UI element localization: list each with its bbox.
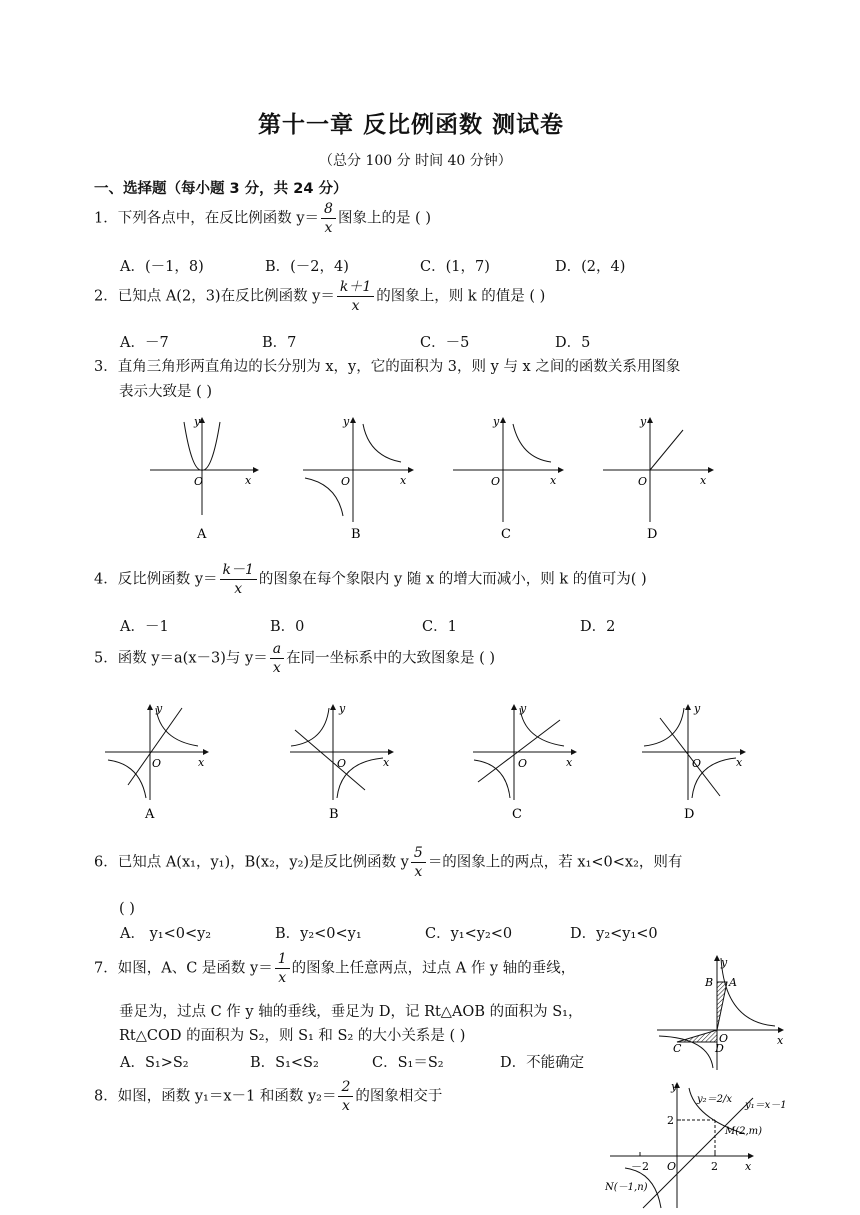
svg-text:N(－1,n): N(－1,n) — [605, 1182, 648, 1193]
q2-option-a: A．－7 — [120, 335, 169, 351]
q7-text-post: 的图象上任意两点，过点 A 作 y 轴的垂线， — [291, 960, 576, 977]
svg-text:x: x — [566, 756, 573, 769]
svg-text:y: y — [339, 702, 346, 715]
q3-graph-a — [150, 415, 258, 542]
q5-graph-b — [290, 702, 393, 822]
q3-graph-b — [303, 415, 413, 542]
question-5 — [94, 640, 495, 677]
svg-text:x: x — [745, 1160, 752, 1173]
svg-text:y: y — [721, 956, 728, 969]
q6-text-post: ＝的图象上的两点，若 x₁<0<x₂，则有 — [427, 854, 683, 871]
q6-option-a: A． y₁<0<y₂ — [120, 926, 212, 942]
q7-option-d: D．不能确定 — [500, 1055, 585, 1071]
q2-fraction: $\frac{k+1}{x}$ — [337, 278, 374, 315]
q4-fraction: $\frac{k-1}{x}$ — [220, 561, 257, 598]
q4-text-pre: 4．反比例函数 y＝ — [94, 571, 218, 588]
svg-text:x: x — [383, 756, 390, 769]
q2-option-c: C．－5 — [420, 335, 470, 351]
svg-text:y₁＝x－1: y₁＝x－1 — [745, 1100, 787, 1111]
q5-graphs — [100, 700, 760, 825]
q7-option-b: B．S₁<S₂ — [250, 1055, 319, 1071]
svg-text:B: B — [351, 527, 361, 542]
q2-text-pre: 2．已知点 A(2，3)在反比例函数 y＝ — [94, 288, 335, 305]
svg-text:x: x — [777, 1034, 784, 1047]
q7-figure — [655, 952, 790, 1072]
page-subtitle: （总分 100 分 时间 40 分钟） — [319, 153, 512, 169]
svg-text:B: B — [705, 976, 714, 989]
q7-option-c: C．S₁＝S₂ — [372, 1055, 444, 1071]
q1-option-c: C．(1，7) — [420, 259, 490, 275]
q1-option-d: D．(2，4) — [555, 259, 626, 275]
svg-text:O: O — [194, 475, 204, 488]
q3-graph-d — [603, 415, 713, 542]
svg-text:O: O — [667, 1160, 677, 1173]
q3-line-2: 表示大致是 ( ) — [119, 384, 213, 400]
svg-text:x: x — [700, 474, 707, 487]
svg-text:x: x — [550, 474, 557, 487]
question-7 — [94, 950, 575, 987]
svg-text:2: 2 — [667, 1114, 674, 1127]
question-1 — [94, 200, 431, 237]
q7-text-pre: 7．如图，A、C 是函数 y＝ — [94, 960, 273, 977]
question-8 — [94, 1078, 442, 1115]
svg-text:C: C — [512, 807, 522, 822]
q1-fraction: $\frac{8}{x}$ — [321, 200, 336, 237]
q7-line-2: 垂足为，过点 C 作 y 轴的垂线，垂足为 D，记 Rt△AOB 的面积为 S₁， — [119, 1004, 583, 1020]
svg-text:O: O — [491, 475, 501, 488]
q1-text-pre: 1．下列各点中，在反比例函数 y＝ — [94, 210, 320, 227]
q8-text-pre: 8．如图，函数 y₁＝x－1 和函数 y₂＝ — [94, 1088, 337, 1105]
svg-text:y: y — [343, 415, 350, 428]
svg-text:y: y — [640, 415, 647, 428]
q5-text-pre: 5．函数 y＝a(x－3)与 y＝ — [94, 650, 268, 667]
page-title: 第十一章 反比例函数 测试卷 — [258, 112, 565, 138]
q7-line-3: Rt△COD 的面积为 S₂，则 S₁ 和 S₂ 的大小关系是 ( ) — [119, 1028, 466, 1044]
q5-fraction: $\frac{a}{x}$ — [270, 640, 284, 677]
svg-text:O: O — [719, 1032, 729, 1045]
q8-figure — [605, 1078, 820, 1213]
svg-text:y: y — [156, 702, 163, 715]
svg-text:O: O — [518, 757, 528, 770]
q5-text-post: 在同一坐标系中的大致图象是 ( ) — [286, 650, 496, 667]
svg-text:A: A — [729, 976, 737, 989]
svg-text:O: O — [152, 757, 162, 770]
q1-text-post: 图象上的是 ( ) — [337, 210, 431, 227]
svg-text:B: B — [329, 807, 339, 822]
q5-graph-a — [105, 702, 208, 822]
q7-option-a: A．S₁>S₂ — [120, 1055, 189, 1071]
svg-text:y: y — [671, 1080, 678, 1093]
svg-text:M(2,m): M(2,m) — [725, 1126, 763, 1137]
q6-text-pre: 6．已知点 A(x₁，y₁)，B(x₂，y₂)是反比例函数 y — [94, 854, 409, 871]
q5-graph-c — [473, 702, 576, 822]
svg-text:y₂＝2/x: y₂＝2/x — [697, 1094, 733, 1105]
q2-option-b: B．7 — [262, 335, 297, 351]
q4-text-post: 的图象在每个象限内 y 随 x 的增大而减小，则 k 的值可为( ) — [258, 571, 647, 588]
question-2 — [94, 278, 545, 315]
q4-option-c: C．1 — [422, 619, 457, 635]
svg-text:D: D — [647, 527, 658, 542]
q4-option-a: A．－1 — [120, 619, 169, 635]
svg-text:A: A — [197, 527, 207, 542]
svg-text:O: O — [337, 757, 347, 770]
svg-text:D: D — [684, 807, 695, 822]
q1-option-b: B．(－2，4) — [265, 259, 349, 275]
q8-text-post: 的图象相交于 — [355, 1088, 443, 1105]
q4-option-b: B．0 — [270, 619, 305, 635]
q4-option-d: D．2 — [580, 619, 616, 635]
q3-graph-c — [453, 415, 563, 542]
svg-text:y: y — [694, 702, 701, 715]
svg-text:C: C — [673, 1042, 682, 1055]
q6-option-c: C．y₁<y₂<0 — [425, 926, 513, 942]
svg-text:O: O — [692, 757, 702, 770]
svg-text:x: x — [400, 474, 407, 487]
q6-bracket: ( ) — [119, 901, 135, 917]
svg-text:O: O — [341, 475, 351, 488]
svg-text:x: x — [736, 756, 743, 769]
q7-fraction: $\frac{1}{x}$ — [275, 950, 290, 987]
svg-text:O: O — [638, 475, 648, 488]
question-4 — [94, 561, 647, 598]
svg-text:A: A — [145, 807, 155, 822]
q6-option-b: B．y₂<0<y₁ — [275, 926, 362, 942]
q3-graphs — [140, 410, 720, 545]
svg-text:2: 2 — [711, 1160, 718, 1173]
q5-graph-d — [642, 702, 745, 822]
q8-fraction: $\frac{2}{x}$ — [338, 1078, 353, 1115]
q1-option-a: A．(－1，8) — [120, 259, 204, 275]
svg-text:D: D — [715, 1042, 724, 1055]
svg-text:C: C — [501, 527, 511, 542]
q2-option-d: D．5 — [555, 335, 591, 351]
q6-fraction: $\frac{5}{x}$ — [411, 844, 426, 881]
svg-text:y: y — [194, 415, 201, 428]
svg-text:x: x — [245, 474, 252, 487]
svg-text:－2: －2 — [631, 1160, 649, 1173]
svg-text:x: x — [198, 756, 205, 769]
question-6 — [94, 844, 682, 881]
q2-text-post: 的图象上，则 k 的值是 ( ) — [376, 288, 546, 305]
section-heading: 一、选择题（每小题 3 分，共 24 分） — [94, 181, 348, 197]
svg-text:y: y — [493, 415, 500, 428]
q6-option-d: D．y₂<y₁<0 — [570, 926, 658, 942]
q3-line-1: 3．直角三角形两直角边的长分别为 x，y，它的面积为 3，则 y 与 x 之间的函数关系用图象 — [94, 359, 681, 375]
svg-text:y: y — [520, 702, 527, 715]
